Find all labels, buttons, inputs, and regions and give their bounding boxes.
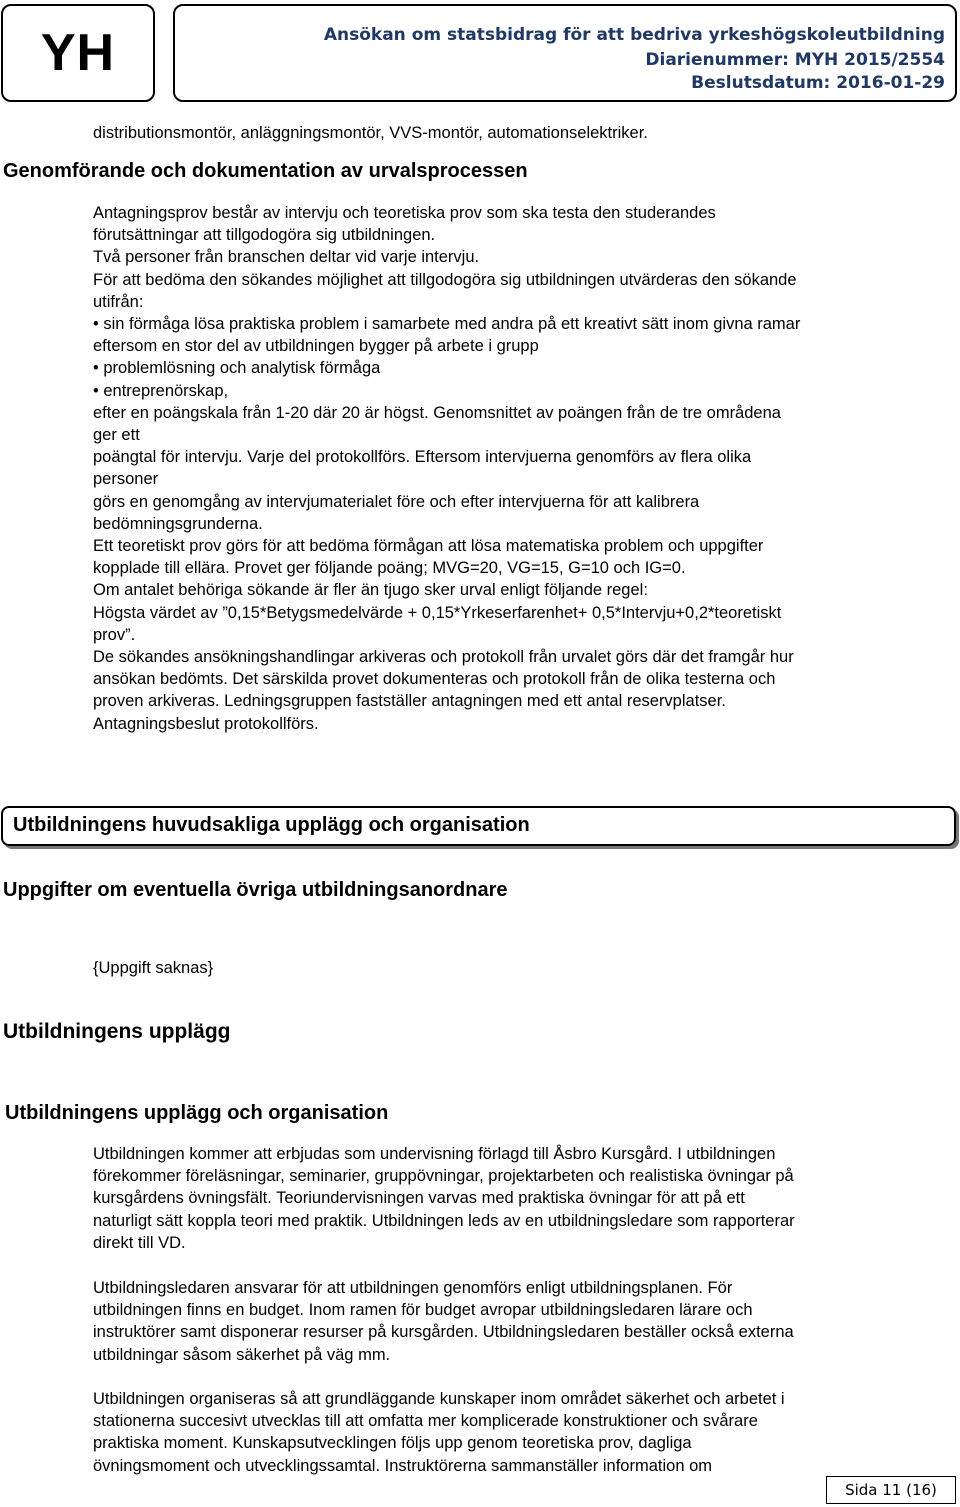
urval-line: Två personer från branschen deltar vid varje intervju. bbox=[93, 248, 480, 267]
paragraph-line: praktiska moment. Kunskapsutvecklingen följs upp genom teoretiska prov, dagliga bbox=[93, 1434, 692, 1453]
urval-line: Antagningsbeslut protokollförs. bbox=[93, 714, 319, 733]
urval-line: • problemlösning och analytisk förmåga bbox=[93, 359, 381, 378]
urval-line: förutsättningar att tillgodogöra sig utbildningen. bbox=[93, 226, 436, 245]
urval-line: ger ett bbox=[93, 426, 140, 445]
paragraph-line: övningsmoment och utvecklingssamtal. Instruktörerna sammanställer information om bbox=[93, 1456, 713, 1475]
header-title: Ansökan om statsbidrag för att bedriva yrkeshögskoleutbildning bbox=[323, 25, 945, 45]
urval-line: • entreprenörskap, bbox=[93, 381, 229, 400]
urval-line: poängtal för intervju. Varje del protokollförs. Eftersom intervjuerna genomförs av flera olika bbox=[93, 448, 752, 467]
urval-line: För att bedöma den sökandes möjlighet att tillgodogöra sig utbildningen utvärderas den sökande bbox=[93, 270, 797, 289]
header-beslutsdatum: Beslutsdatum: 2016-01-29 bbox=[691, 73, 945, 93]
paragraph-line: Utbildningsledaren ansvarar för att utbildningen genomförs enligt utbildningsplanen. För bbox=[93, 1279, 733, 1297]
intro-line: distributionsmontör, anläggningsmontör, VVS-montör, automationselektriker. bbox=[93, 124, 648, 142]
upplagg-paragraph-1 bbox=[93, 1143, 795, 1254]
paragraph-line: utbildningar såsom säkerhet på väg mm. bbox=[93, 1345, 391, 1364]
ovriga-value: {Uppgift saknas} bbox=[93, 959, 214, 977]
upplagg-paragraph-3 bbox=[93, 1388, 785, 1477]
paragraph-line: stationerna succesivt utvecklas till att omfatta mer komplicerade konstruktioner och svårare bbox=[93, 1412, 758, 1431]
urval-body bbox=[93, 202, 800, 735]
urval-line: eftersom en stor del av utbildningen bygger på arbete i grupp bbox=[93, 337, 539, 356]
logo-box bbox=[1, 4, 155, 102]
urval-line: Om antalet behöriga sökande är fler än tjugo sker urval enligt följande regel: bbox=[93, 581, 648, 600]
paragraph-line: naturligt sätt koppla teori med praktik. Utbildningen leds av en utbildningsledare som rapporterar bbox=[93, 1211, 795, 1230]
urval-line: Antagningsprov består av intervju och teoretiska prov som ska testa den studerandes bbox=[93, 204, 716, 222]
yh-logo: YH bbox=[40, 24, 116, 82]
upplagg-paragraph-2 bbox=[93, 1277, 794, 1366]
urval-line: Högsta värdet av ”0,15*Betygsmedelvärde + 0,15*Yrkeserfarenhet+ 0,5*Intervju+0,2*teoretiskt bbox=[93, 603, 782, 622]
urval-line: proven arkiveras. Ledningsgruppen fastställer antagningen med ett antal reservplatser. bbox=[93, 692, 726, 711]
urval-line: bedömningsgrunderna. bbox=[93, 514, 263, 533]
document-header bbox=[173, 4, 957, 102]
urval-line: prov”. bbox=[93, 625, 136, 644]
urval-line: personer bbox=[93, 470, 159, 489]
paragraph-line: Utbildningen organiseras så att grundläggande kunskaper inom området säkerhet och arbetet i bbox=[93, 1390, 785, 1408]
paragraph-line: Utbildningen kommer att erbjudas som undervisning förlagd till Åsbro Kursgård. I utbildningen bbox=[93, 1145, 776, 1163]
urval-line: • sin förmåga lösa praktiska problem i samarbete med andra på ett kreativt sätt inom givna ramar bbox=[93, 315, 801, 334]
urval-line: kopplade till ellära. Provet ger följande poäng; MVG=20, VG=15, G=10 och IG=0. bbox=[93, 559, 686, 578]
urval-line: utifrån: bbox=[93, 292, 144, 311]
paragraph-line: instruktörer samt disponerar resurser på kursgården. Utbildningsledaren beställer också externa bbox=[93, 1323, 794, 1342]
urval-line: görs en genomgång av intervjumaterialet före och efter intervjuerna för att kalibrera bbox=[93, 492, 700, 511]
page-number: Sida 11 (16) bbox=[826, 1476, 956, 1504]
paragraph-line: kursgårdens övningsfält. Teoriundervisningen varvas med praktiska övningar för att på ett bbox=[93, 1189, 745, 1208]
paragraph-line: utbildningen finns en budget. Inom ramen för budget avropar utbildningsledaren lärare och bbox=[93, 1301, 753, 1320]
section-title: Utbildningens huvudsakliga upplägg och organisation bbox=[13, 814, 530, 836]
urval-line: Ett teoretiskt prov görs för att bedöma förmågan att lösa matematiska problem och uppgifter bbox=[93, 537, 764, 556]
section-title-box bbox=[1, 806, 956, 846]
ovriga-heading: Uppgifter om eventuella övriga utbildningsanordnare bbox=[3, 879, 508, 901]
header-diarienummer: Diarienummer: MYH 2015/2554 bbox=[645, 50, 945, 70]
paragraph-line: förekommer föreläsningar, seminarier, gruppövningar, projektarbeten och realistiska övningar på bbox=[93, 1167, 794, 1186]
upplagg-subheading: Utbildningens upplägg och organisation bbox=[5, 1102, 389, 1124]
urval-line: efter en poängskala från 1-20 där 20 är högst. Genomsnittet av poängen från de tre områdena bbox=[93, 403, 781, 422]
urval-line: ansökan bedömts. Det särskilda provet dokumenteras och protokoll från de olika testerna och bbox=[93, 670, 776, 689]
upplagg-heading: Utbildningens upplägg bbox=[3, 1020, 231, 1043]
paragraph-line: direkt till VD. bbox=[93, 1233, 186, 1252]
urval-heading: Genomförande och dokumentation av urvalsprocessen bbox=[3, 160, 528, 182]
urval-line: De sökandes ansökningshandlingar arkiveras och protokoll från urvalet görs där det framgår hur bbox=[93, 648, 794, 667]
